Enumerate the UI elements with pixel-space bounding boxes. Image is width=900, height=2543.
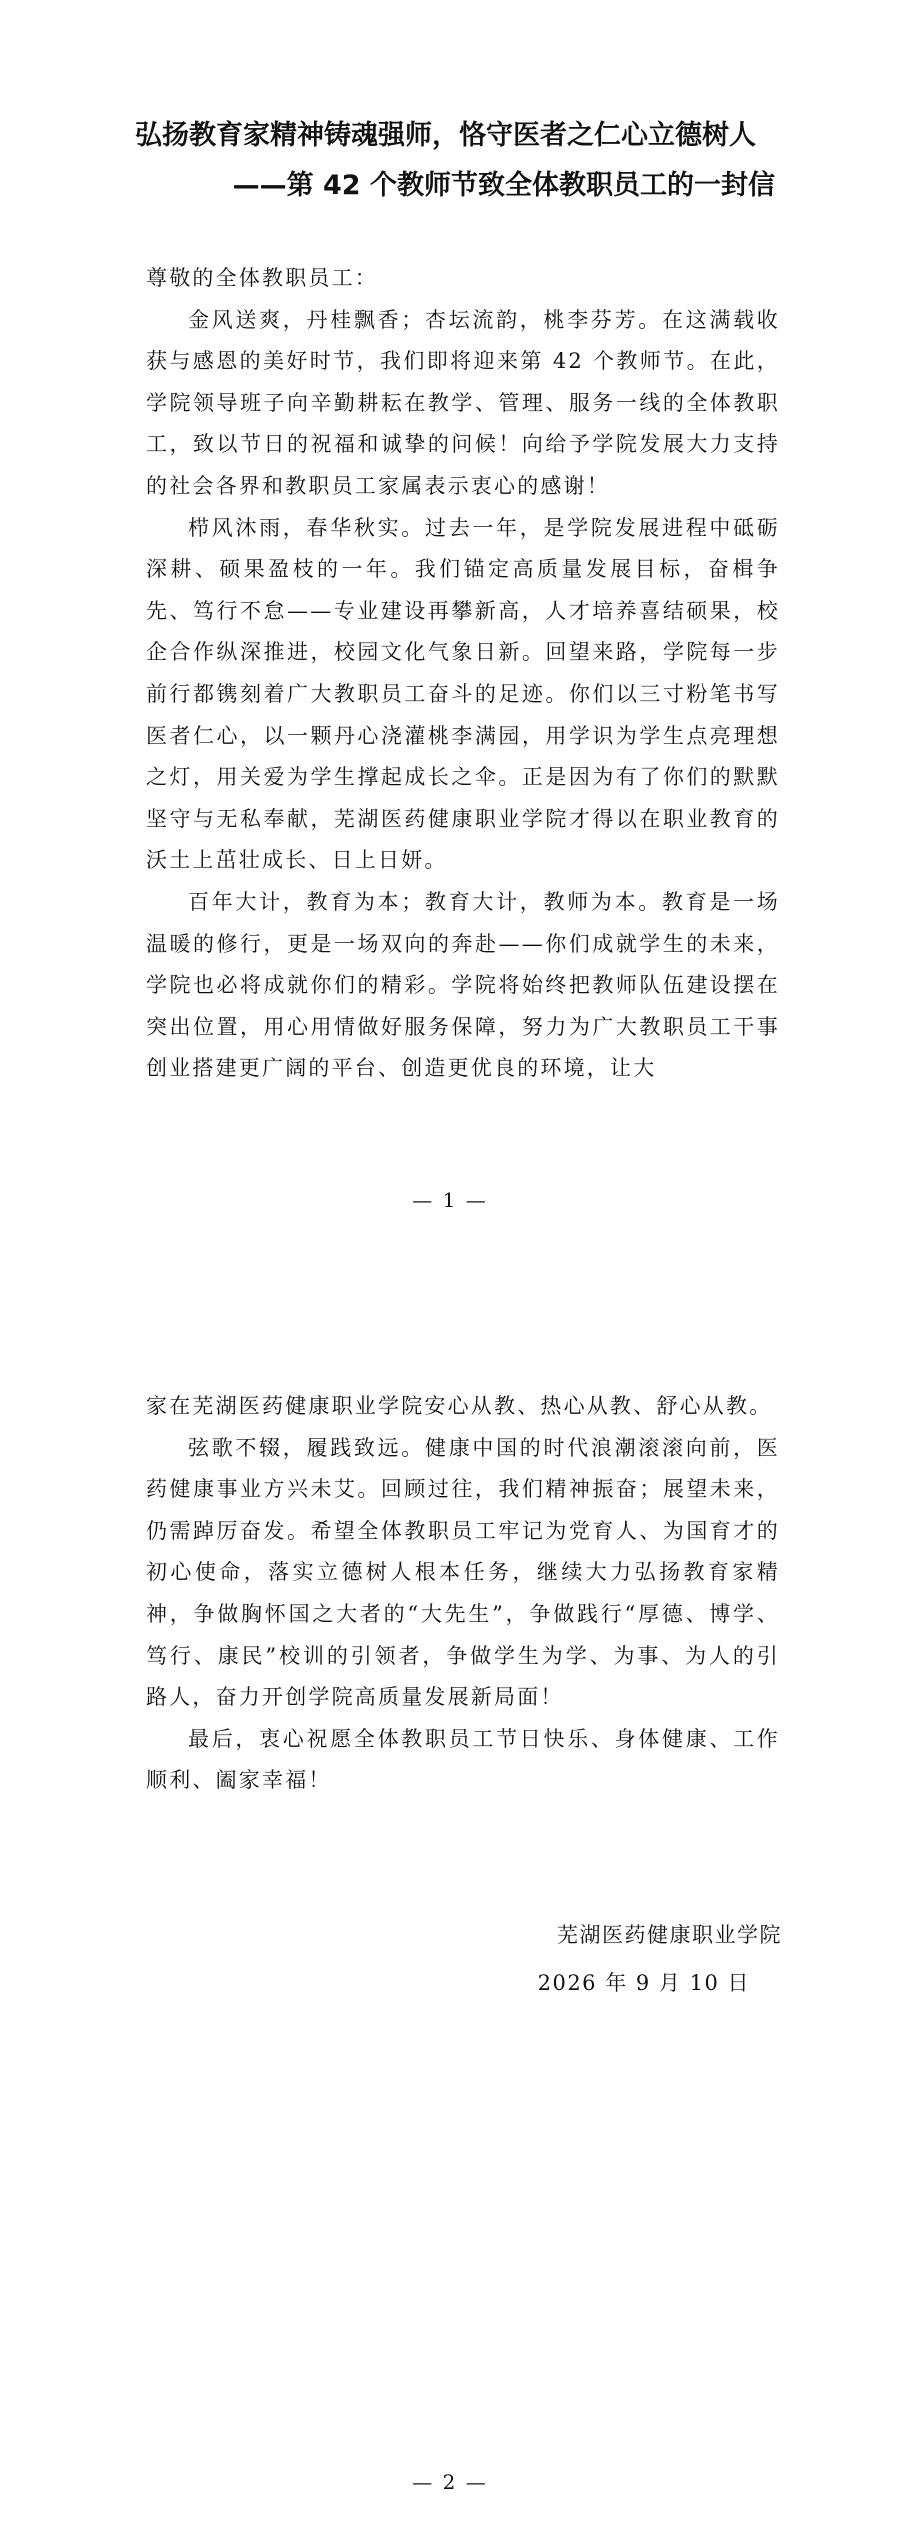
document-subtitle: ——第 42 个教师节致全体教职员工的一封信 [232, 170, 775, 201]
signature-organization: 芜湖医药健康职业学院 [557, 1923, 782, 1947]
letter-body-page-2 [146, 1386, 780, 1802]
document-title: 弘扬教育家精神铸魂强师，恪守医者之仁心立德树人 [135, 120, 756, 151]
paragraph: 百年大计，教育为本；教育大计，教师为本。教育是一场温暖的修行，更是一场双向的奔赴——你们成就学生的未来，学院也必将成就你们的精彩。学院将始终把教师队伍建设摆在突出位置，用心用情做好服务保障，努力为广大教职员工干事创业搭建更广阔的平台、创造更优良的环境，让大 [146, 889, 780, 1081]
salutation: 尊敬的全体教职员工： [146, 266, 378, 290]
signature-date: 2026 年 9 月 10 日 [537, 1971, 750, 1995]
letter-body-page-1 [146, 258, 780, 1090]
paragraph: 栉风沐雨，春华秋实。过去一年，是学院发展进程中砥砺深耕、硕果盈枝的一年。我们锚定高质量发展目标，奋楫争先、笃行不怠——专业建设再攀新高，人才培养喜结硕果，校企合作纵深推进，校园文化气象日新。回望来路，学院每一步前行都镌刻着广大教职员工奋斗的足迹。你们以三寸粉笔书写医者仁心，以一颗丹心浇灌桃李满园，用学识为学生点亮理想之灯，用关爱为学生撑起成长之伞。正是因为有了你们的默默坚守与无私奉献，芜湖医药健康职业学院才得以在职业教育的沃土上茁壮成长、日上日妍。 [146, 515, 780, 873]
document-page-1 [0, 0, 900, 1271]
paragraph-continuation: 家在芜湖医药健康职业学院安心从教、热心从教、舒心从教。 [146, 1394, 773, 1418]
document-page-2 [0, 1272, 900, 2543]
page-number: — 2 — [412, 2470, 488, 2494]
paragraph: 最后，衷心祝愿全体教职员工节日快乐、身体健康、工作顺利、阖家幸福！ [146, 1726, 780, 1793]
paragraph: 弦歌不辍，履践致远。健康中国的时代浪潮滚滚向前，医药健康事业方兴未艾。回顾过往，我们精神振奋；展望未来，仍需踔厉奋发。希望全体教职员工牢记为党育人、为国育才的初心使命，落实立德树人根本任务，继续大力弘扬教育家精神，争做胸怀国之大者的“大先生”，争做践行“厚德、博学、笃行、康民”校训的引领者，争做学生为学、为事、为人的引路人，奋力开创学院高质量发展新局面！ [146, 1435, 780, 1710]
page-number: — 1 — [412, 1188, 488, 1212]
paragraph: 金风送爽，丹桂飘香；杏坛流韵，桃李芬芳。在这满载收获与感恩的美好时节，我们即将迎来第 42 个教师节。在此，学院领导班子向辛勤耕耘在教学、管理、服务一线的全体教职工，致以节日的祝福和诚挚的问候！向给予学院发展大力支持的社会各界和教职员工家属表示衷心的感谢！ [146, 307, 780, 498]
